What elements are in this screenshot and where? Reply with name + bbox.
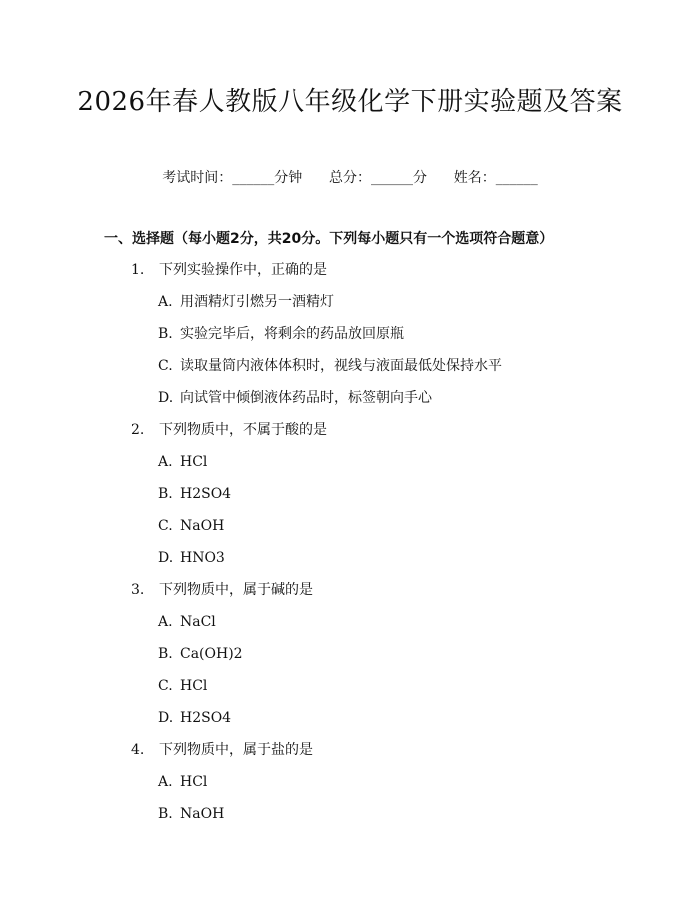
question-number: 4.	[131, 742, 145, 758]
question-text: 下列物质中，不属于酸的是	[159, 422, 327, 438]
document-title: 2026年春人教版八年级化学下册实验题及答案	[77, 87, 623, 117]
option-letter: B.	[158, 806, 173, 822]
option-text: 实验完毕后，将剩余的药品放回原瓶	[180, 326, 404, 342]
time-blank: ______	[232, 170, 275, 186]
option-text: NaOH	[180, 518, 225, 534]
question-text: 下列物质中，属于盐的是	[159, 742, 313, 758]
question-number: 3.	[131, 582, 145, 598]
score-blank: ______	[371, 170, 413, 186]
option-text: H2SO4	[180, 710, 232, 726]
option-letter: B.	[158, 646, 173, 662]
question-number: 1.	[131, 262, 145, 278]
option-letter: A.	[158, 454, 173, 470]
option-text: 读取量筒内液体体积时，视线与液面最低处保持水平	[180, 358, 502, 374]
option-text: NaOH	[180, 806, 225, 822]
option-letter: C.	[158, 358, 173, 374]
question-text: 下列实验操作中，正确的是	[159, 262, 327, 278]
option-text: HCl	[180, 454, 208, 470]
section-title: 一、选择题（每小题2分，共20分。下列每小题只有一个选项符合题意）	[104, 231, 554, 247]
option-letter: B.	[158, 486, 173, 502]
score-label: 总分：	[329, 170, 371, 186]
option-letter: D.	[158, 390, 174, 406]
option-letter: A.	[158, 774, 173, 790]
option-text: HCl	[180, 774, 208, 790]
option-letter: D.	[158, 550, 174, 566]
option-letter: C.	[158, 518, 173, 534]
option-text: H2SO4	[180, 486, 232, 502]
time-unit: 分钟	[274, 170, 303, 186]
option-letter: A.	[158, 294, 173, 310]
option-letter: C.	[158, 678, 173, 694]
time-label: 考试时间：	[162, 170, 233, 186]
option-text: Ca(OH)2	[180, 646, 243, 662]
name-label: 姓名：	[453, 170, 496, 186]
name-blank: ______	[495, 170, 538, 186]
option-text: NaCl	[180, 614, 216, 630]
question-text: 下列物质中，属于碱的是	[159, 582, 313, 598]
option-letter: B.	[158, 326, 173, 342]
option-letter: A.	[158, 614, 173, 630]
question-number: 2.	[131, 422, 145, 438]
option-text: 向试管中倾倒液体药品时，标签朝向手心	[180, 390, 432, 406]
score-unit: 分	[413, 170, 427, 186]
option-letter: D.	[158, 710, 174, 726]
option-text: HNO3	[180, 550, 225, 566]
option-text: HCl	[180, 678, 208, 694]
option-text: 用酒精灯引燃另一酒精灯	[180, 294, 334, 310]
